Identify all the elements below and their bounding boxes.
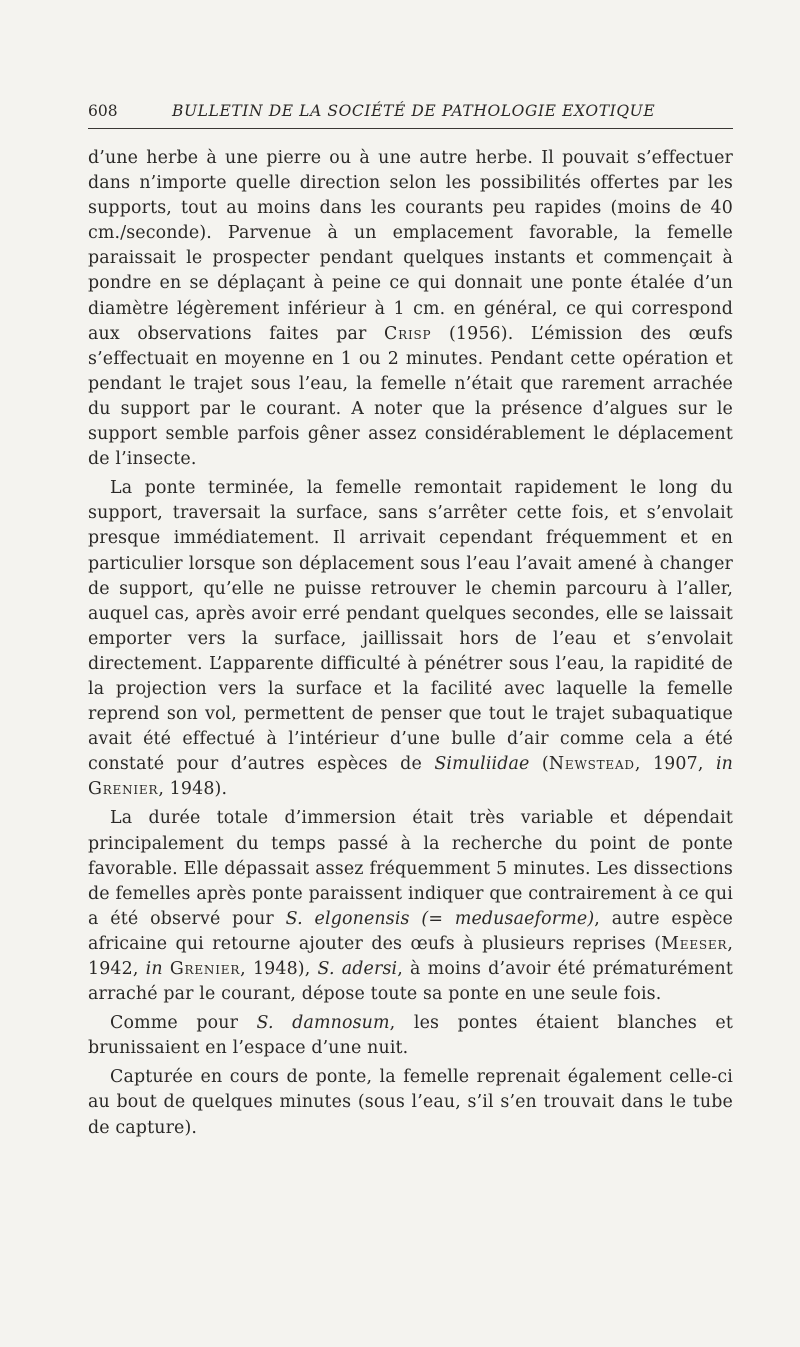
paragraph-2-text-a: La ponte terminée, la femelle remontait rapidement le long du support, traversait la surface, sans s’arrêter cette fois, et s’envolait presque immédiatement. Il arrivait cependant fréquemment et en particulier lorsque son déplacement sous l’eau l’avait amené à changer de support, qu’elle ne puisse retrouver le chemin parcouru à l’aller, auquel cas, après avoir erré pendant quelques secondes, elle se laissait emporter vers la surface, jaillissait hors de l’eau et s’envolait directement. L’apparente difficulté à pénétrer sous l’eau, la rapidité de la projection vers la surface et la facilité avec laquelle la femelle reprend son vol, permettent de penser que tout le trajet subaquatique avait été effectué à l’intérieur d’une bulle d’air comme cela a été constaté pour d’autres espèces de (88, 478, 733, 775)
taxon-s-damnosum: S. damnosum (256, 1013, 390, 1034)
author-meeser: Meeser (661, 933, 728, 954)
paragraph-4 (88, 1011, 733, 1061)
author-crisp: Crisp (384, 323, 432, 344)
running-title: BULLETIN DE LA SOCIÉTÉ DE PATHOLOGIE EXOTIQUE (172, 102, 656, 120)
author-newstead: Newstead (548, 754, 635, 775)
citation-in: in (145, 959, 163, 979)
page-number: 608 (88, 102, 118, 120)
article-body (88, 146, 733, 1141)
paragraph-4-text-b: , les pontes étaient blanches et brunissaient en l’espace d’une nuit. (88, 1013, 733, 1059)
paragraph-3-text-c: , 1942, (88, 933, 733, 979)
paragraph-1-text-b: (1956). L’émission des œufs s’effectuait en moyenne en 1 ou 2 minutes. Pendant cette opération et pendant le trajet sous l’eau, la femelle n’était que rarement arrachée du support par le courant. A noter que la présence d’algues sur le support semble parfois gêner assez considérablement le déplacement de l’insecte. (88, 323, 734, 470)
paragraph-4-text-a: Comme pour (110, 1013, 257, 1034)
paragraph-3-text-d (163, 959, 170, 979)
taxon-s-adersi: S. adersi (317, 959, 398, 979)
paragraph-2-text-c: , 1907, (634, 754, 716, 775)
paragraph-2-text-b: ( (529, 754, 549, 775)
paragraph-1 (88, 146, 733, 472)
paragraph-2 (88, 476, 733, 802)
paragraph-3-text-b: , autre espèce africaine qui retourne ajouter des œufs à plusieurs reprises ( (88, 908, 733, 954)
journal-page (88, 100, 733, 1145)
paragraph-1-text-a: d’une herbe à une pierre ou à une autre herbe. Il pouvait s’effectuer dans n’importe quelle direction selon les possibilités offertes par les supports, tout au moins dans les courants peu rapides (moins de 40 cm./seconde). Parvenue à un emplacement favorable, la femelle paraissait le prospecter pendant quelques instants et commençait à pondre en se déplaçant à peine ce qui donnait une ponte étalée d’un diamètre légèrement inférieur à 1 cm. en général, ce qui correspond aux observations faites par (88, 148, 733, 344)
paragraph-5 (88, 1065, 733, 1140)
citation-in: in (715, 754, 733, 775)
paragraph-3-text-a: La durée totale d’immersion était très variable et dépendait principalement du temps passé à la recherche du point de ponte favorable. Elle dépassait assez fréquemment 5 minutes. Les dissections de femelles après ponte paraissent indiquer que contrairement à ce qui a été observé pour (88, 808, 733, 929)
paragraph-3-text-f: , à moins d’avoir été prématurément arraché par le courant, dépose toute sa ponte en une seule fois. (88, 959, 733, 1005)
page-header (88, 100, 733, 129)
author-grenier: Grenier (88, 779, 159, 800)
taxon-simuliidae: Simuliidae (434, 754, 530, 775)
taxon-s-elgonensis: S. elgonensis (= medusaeforme) (285, 908, 595, 929)
paragraph-5-text: Capturée en cours de ponte, la femelle reprenait également celle-ci au bout de quelques minutes (sous l’eau, s’il s’en trouvait dans le tube de capture). (88, 1067, 733, 1138)
paragraph-3 (88, 806, 733, 1007)
author-grenier: Grenier (169, 959, 241, 979)
paragraph-2-text-e: , 1948). (158, 779, 228, 800)
paragraph-3-text-e: , 1948), (240, 959, 318, 979)
